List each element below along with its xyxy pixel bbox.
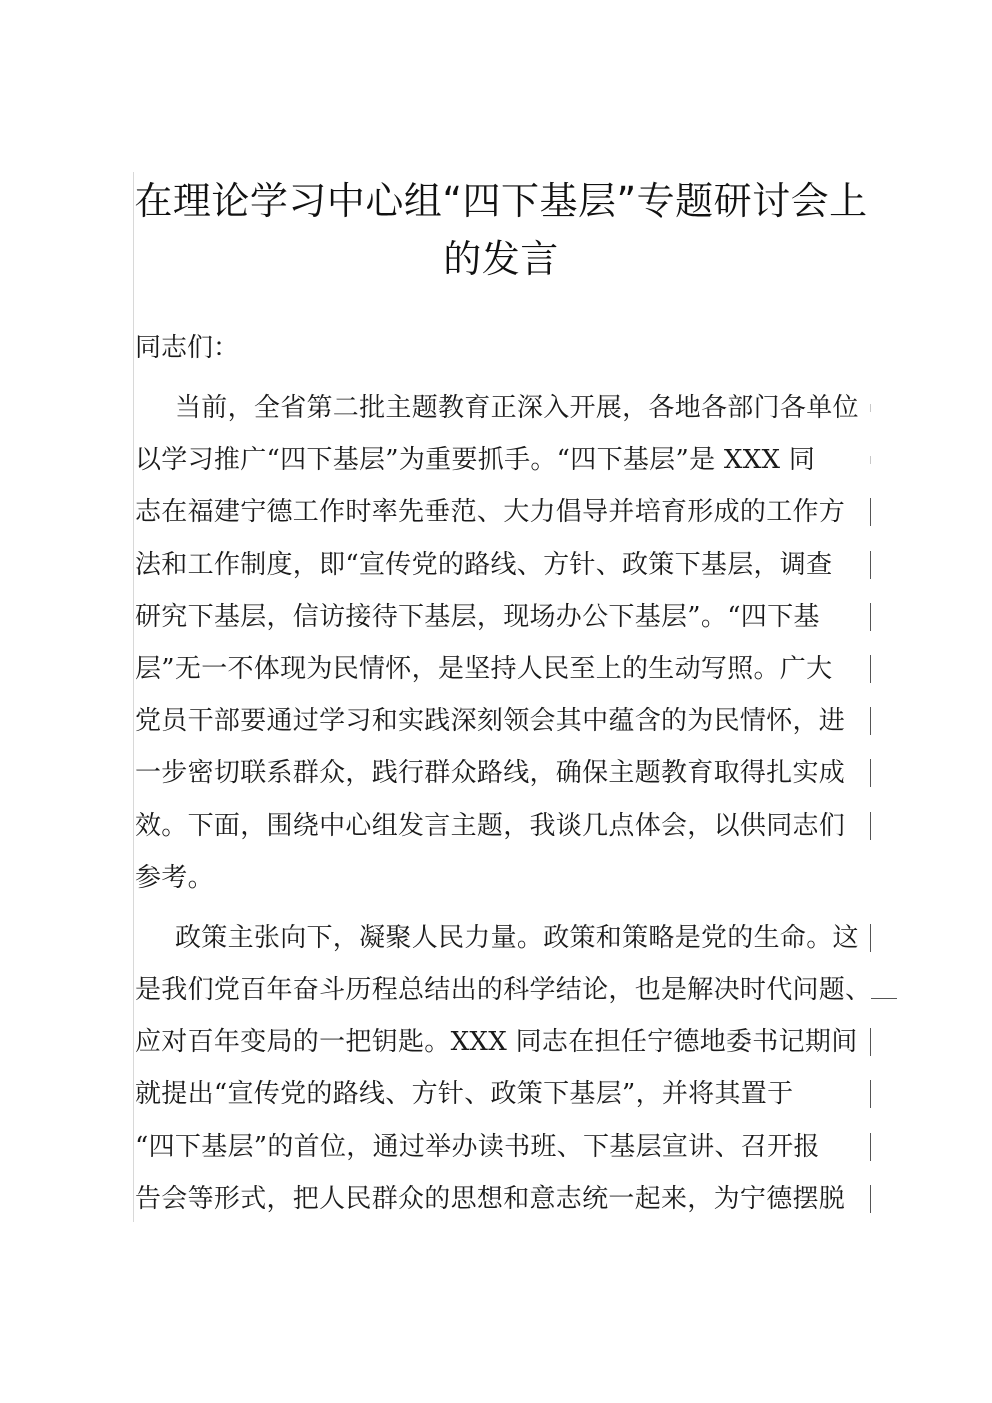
- salutation: 同志们：: [135, 333, 240, 363]
- text-line: 法和工作制度，即“宣传党的路线、方针、政策下基层，调查: [135, 539, 869, 591]
- text-line: 政策主张向下，凝聚人民力量。政策和策略是党的生命。这: [135, 912, 869, 964]
- left-margin-guide: [133, 172, 134, 1222]
- text-line: 是我们党百年奋斗历程总结出的科学结论，也是解决时代问题、: [135, 964, 869, 1016]
- text-line: 志在福建宁德工作时率先垂范、大力倡导并培育形成的工作方: [135, 486, 869, 538]
- text-line: 层”无一不体现为民情怀，是坚持人民至上的生动写照。广大: [135, 643, 869, 695]
- text-line: 应对百年变局的一把钥匙。XXX 同志在担任宁德地委书记期间: [135, 1016, 869, 1068]
- text-line: 党员干部要通过学习和实践深刻领会其中蕴含的为民情怀，进: [135, 695, 869, 747]
- document-body: [135, 322, 872, 1233]
- document-title: [133, 172, 869, 288]
- text-line: 一步密切联系群众，践行群众路线，确保主题教育取得扎实成: [135, 747, 869, 799]
- text-line: 研究下基层，信访接待下基层，现场办公下基层”。“四下基: [135, 591, 869, 643]
- title-line-2: 的发言: [443, 237, 559, 281]
- paragraph-2: [135, 912, 872, 1225]
- text-line: 以学习推广“四下基层”为重要抓手。“四下基层”是 XXX 同: [135, 434, 869, 486]
- paragraph-1: [135, 382, 869, 904]
- text-line: 告会等形式，把人民群众的思想和意志统一起来，为宁德摆脱: [135, 1173, 869, 1225]
- text-line: 当前，全省第二批主题教育正深入开展，各地各部门各单位: [135, 382, 869, 434]
- text-line: 就提出“宣传党的路线、方针、政策下基层”，并将其置于: [135, 1068, 869, 1120]
- title-line-1: 在理论学习中心组“四下基层”专题研讨会上: [134, 179, 868, 223]
- text-line: “四下基层”的首位，通过举办读书班、下基层宣讲、召开报: [135, 1121, 869, 1173]
- text-line: 效。下面，围绕中心组发言主题，我谈几点体会，以供同志们: [135, 800, 869, 852]
- text-line: 参考。: [135, 862, 214, 893]
